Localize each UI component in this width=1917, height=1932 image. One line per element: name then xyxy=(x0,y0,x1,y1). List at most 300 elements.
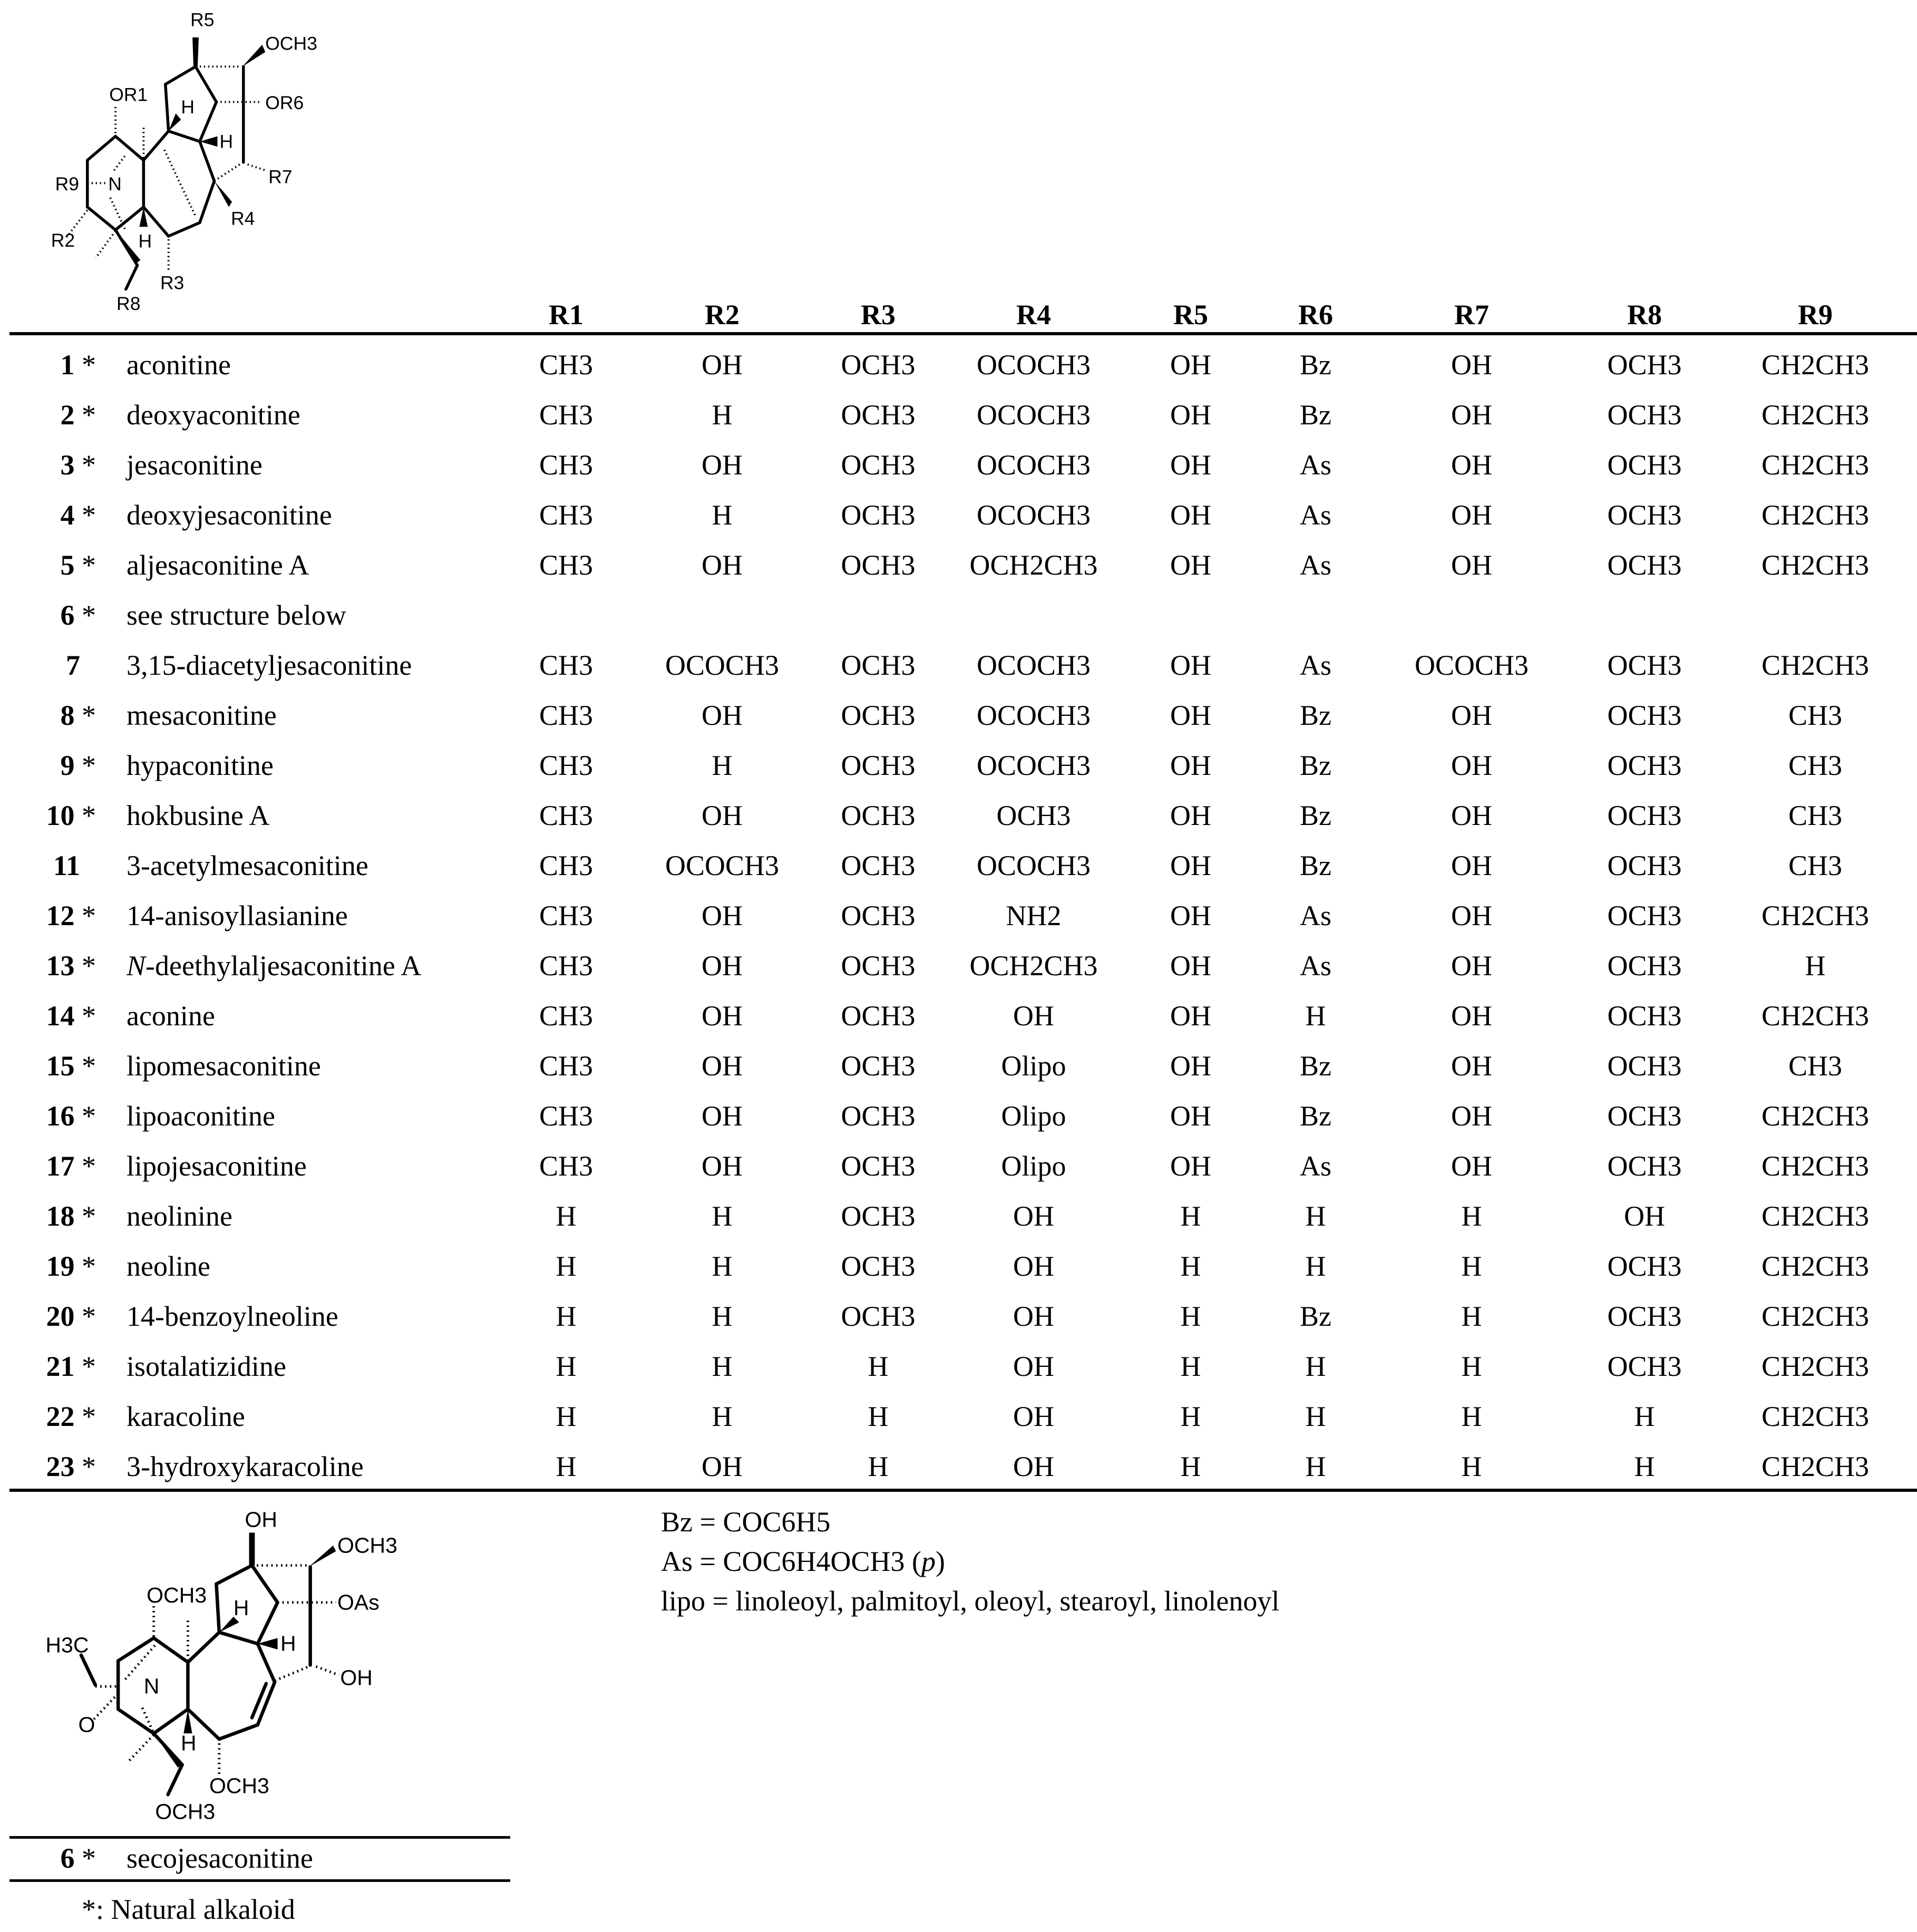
cell-r3: OCH3 xyxy=(841,1000,916,1032)
cell-r7: H xyxy=(1461,1351,1482,1382)
compound-name xyxy=(126,1102,275,1130)
cell-r1: CH3 xyxy=(539,349,593,381)
cell-r1: CH3 xyxy=(539,449,593,481)
label-r8: R8 xyxy=(116,293,141,315)
compound-number xyxy=(46,952,96,980)
cell-r2: OH xyxy=(702,950,743,982)
cell-r2: OH xyxy=(702,349,743,381)
compound-number-value: 15 xyxy=(46,1050,75,1082)
cell-r8: OCH3 xyxy=(1607,1300,1682,1332)
compound-name-text: hokbusine A xyxy=(126,800,270,831)
compound-name xyxy=(126,501,332,529)
cell-r5: OH xyxy=(1170,950,1211,982)
cell-r1: H xyxy=(556,1200,577,1232)
cell-r2: H xyxy=(712,1401,733,1432)
natural-marker: * xyxy=(82,1250,96,1282)
cell-r2: OH xyxy=(702,800,743,831)
cell-r3: OCH3 xyxy=(841,900,916,931)
cell-r3: OCH3 xyxy=(841,950,916,982)
compound-name xyxy=(126,1252,210,1280)
cell-r4: OCOCH3 xyxy=(976,499,1091,531)
cell-r9: CH2CH3 xyxy=(1761,399,1870,431)
compound-name-text: aconitine xyxy=(126,349,231,381)
cell-r5: OH xyxy=(1170,1000,1211,1032)
compound-name xyxy=(126,1302,338,1331)
cell-r6: As xyxy=(1299,950,1332,982)
cell-r7: H xyxy=(1461,1300,1482,1332)
cell-r2: OH xyxy=(702,549,743,581)
natural-marker: * xyxy=(82,499,96,531)
footnote-text: Natural alkaloid xyxy=(111,1894,295,1925)
natural-marker: * xyxy=(82,1300,96,1332)
cell-r2: H xyxy=(712,1300,733,1332)
cell-r2: OH xyxy=(702,449,743,481)
secojesaconitine-structure xyxy=(0,1497,527,1834)
cell-r4: OCOCH3 xyxy=(976,850,1091,881)
cell-r7: OH xyxy=(1451,399,1492,431)
label-r7: R7 xyxy=(268,166,293,188)
cell-r4: NH2 xyxy=(1006,900,1062,931)
natural-marker: * xyxy=(82,549,96,581)
cell-r1: CH3 xyxy=(539,1050,593,1082)
compound-name xyxy=(126,851,368,880)
cell-r7: OH xyxy=(1451,1000,1492,1032)
cell-r1: H xyxy=(556,1401,577,1432)
cell-r6: H xyxy=(1305,1351,1326,1382)
abbr-lipo xyxy=(661,1587,1279,1615)
label-och3: OCH3 xyxy=(265,33,317,54)
label-n: N xyxy=(108,173,122,195)
cell-r9: CH2CH3 xyxy=(1761,1351,1870,1382)
cell-r6: H xyxy=(1305,1250,1326,1282)
cell-r6: Bz xyxy=(1300,700,1331,731)
cell-r6: As xyxy=(1299,499,1332,531)
cell-r9: CH2CH3 xyxy=(1761,1250,1870,1282)
natural-marker: * xyxy=(82,1401,96,1432)
cell-r3: OCH3 xyxy=(841,700,916,731)
cell-r9: CH2CH3 xyxy=(1761,1000,1870,1032)
cell-r8: OCH3 xyxy=(1607,1351,1682,1382)
compound-number xyxy=(46,1302,96,1331)
natural-marker: * xyxy=(82,950,96,982)
cell-r8: OCH3 xyxy=(1607,950,1682,982)
compound-name-text: 14-benzoylneoline xyxy=(126,1300,338,1332)
compound-number-value: 8 xyxy=(60,700,75,731)
cell-r4: OH xyxy=(1013,1200,1054,1232)
cell-r5: OH xyxy=(1170,549,1211,581)
cell-r9: CH3 xyxy=(1788,1050,1843,1082)
cell-r7: OH xyxy=(1451,1150,1492,1182)
label-oh-top: OH xyxy=(245,1507,278,1532)
compound-number-value: 13 xyxy=(46,950,75,982)
cell-r4: OCOCH3 xyxy=(976,449,1091,481)
compound-number-value: 3 xyxy=(60,449,75,481)
cell-r9: CH2CH3 xyxy=(1761,449,1870,481)
cell-r3: H xyxy=(868,1401,889,1432)
column-header-r6: R6 xyxy=(1298,299,1333,331)
cell-r8: OCH3 xyxy=(1607,499,1682,531)
cell-r9: CH2CH3 xyxy=(1761,1300,1870,1332)
abbr-lipo-eq: = xyxy=(712,1585,728,1617)
natural-marker: * xyxy=(82,800,96,831)
abbr-as xyxy=(661,1547,945,1576)
compound-number-value: 19 xyxy=(46,1250,75,1282)
cell-r8: OCH3 xyxy=(1607,1100,1682,1132)
compound-name-text: aconine xyxy=(126,1000,215,1032)
cell-r1: H xyxy=(556,1250,577,1282)
natural-marker: * xyxy=(82,449,96,481)
compound-name xyxy=(126,751,274,780)
cell-r9: CH2CH3 xyxy=(1761,499,1870,531)
label-r5: R5 xyxy=(190,9,215,31)
cell-r5: H xyxy=(1180,1451,1201,1482)
cell-r9: CH2CH3 xyxy=(1761,349,1870,381)
cell-r3: OCH3 xyxy=(841,1150,916,1182)
compound-number xyxy=(46,1102,96,1130)
compound-name-text: mesaconitine xyxy=(126,700,277,731)
compound-name-text: 3-hydroxykaracoline xyxy=(126,1451,364,1482)
compound-name xyxy=(126,1352,286,1381)
compound-name xyxy=(126,1152,307,1180)
cell-r7: OH xyxy=(1451,900,1492,931)
cell-r5: OH xyxy=(1170,349,1211,381)
cell-r1: CH3 xyxy=(539,900,593,931)
compound-number xyxy=(61,451,96,479)
cell-r1: CH3 xyxy=(539,950,593,982)
label-r9: R9 xyxy=(55,173,80,195)
natural-marker: * xyxy=(82,1150,96,1182)
natural-marker: * xyxy=(82,399,96,431)
cell-r3: OCH3 xyxy=(841,399,916,431)
compound-name-text: lipomesaconitine xyxy=(126,1050,321,1082)
cell-r2: OCOCH3 xyxy=(665,850,780,881)
cell-r2: H xyxy=(712,399,733,431)
cell-r8: OCH3 xyxy=(1607,750,1682,781)
cell-r9: CH2CH3 xyxy=(1761,1451,1870,1482)
cell-r6: Bz xyxy=(1300,1050,1331,1082)
cell-r3: OCH3 xyxy=(841,549,916,581)
cell-r9: CH2CH3 xyxy=(1761,1150,1870,1182)
cell-r4: OCH2CH3 xyxy=(969,549,1098,581)
cell-r7: OH xyxy=(1451,950,1492,982)
compound-number-value: 18 xyxy=(46,1200,75,1232)
compound-name-text: isotalatizidine xyxy=(126,1351,286,1382)
cell-r1: H xyxy=(556,1300,577,1332)
compound-name-text: lipoaconitine xyxy=(126,1100,275,1132)
compound-number xyxy=(46,1002,96,1030)
label-r3: R3 xyxy=(160,272,184,294)
cell-r3: OCH3 xyxy=(841,349,916,381)
compound-number xyxy=(61,751,96,780)
cell-r5: OH xyxy=(1170,750,1211,781)
label-n: N xyxy=(143,1674,160,1698)
cell-r5: OH xyxy=(1170,850,1211,881)
compound-name xyxy=(126,952,421,980)
cell-r2: OH xyxy=(702,1150,743,1182)
label-r2: R2 xyxy=(51,229,75,251)
cell-r3: OCH3 xyxy=(841,1250,916,1282)
natural-marker: * xyxy=(82,1000,96,1032)
compound-number-value: 16 xyxy=(46,1100,75,1132)
compound-name-text: deoxyjesaconitine xyxy=(126,499,332,531)
abbr-as-paren-close: ) xyxy=(936,1546,945,1577)
compound-name xyxy=(126,1202,232,1230)
cell-r4: OH xyxy=(1013,1250,1054,1282)
natural-marker: * xyxy=(82,1050,96,1082)
cell-r8: OCH3 xyxy=(1607,649,1682,681)
column-header-r1: R1 xyxy=(549,299,583,331)
footnote xyxy=(82,1895,295,1924)
compound-name-text: aljesaconitine A xyxy=(126,549,309,581)
compound-number xyxy=(46,1352,96,1381)
cell-r2: OH xyxy=(702,1451,743,1482)
natural-marker: * xyxy=(82,700,96,731)
compound-name-text: 3-acetylmesaconitine xyxy=(126,850,368,881)
cell-r6: Bz xyxy=(1300,750,1331,781)
compound-number xyxy=(61,501,96,529)
compound6-num: 6 xyxy=(60,1842,75,1874)
table-top-rule xyxy=(9,332,1917,335)
cell-r1: CH3 xyxy=(539,850,593,881)
cell-r6: Bz xyxy=(1300,850,1331,881)
compound-name-text: see structure below xyxy=(126,599,346,631)
compound-number-value: 1 xyxy=(60,349,75,381)
label-h1: H xyxy=(181,96,195,118)
cell-r4: Olipo xyxy=(1001,1050,1066,1082)
cell-r3: OCH3 xyxy=(841,1200,916,1232)
cell-r2: OH xyxy=(702,1000,743,1032)
compound-name-text: 3,15-diacetyljesaconitine xyxy=(126,649,412,681)
label-h1: H xyxy=(233,1596,249,1620)
cell-r5: H xyxy=(1180,1351,1201,1382)
cell-r5: OH xyxy=(1170,800,1211,831)
cell-r8: OCH3 xyxy=(1607,700,1682,731)
cell-r9: H xyxy=(1805,950,1826,982)
cell-r1: CH3 xyxy=(539,649,593,681)
label-och3-left: OCH3 xyxy=(147,1583,207,1607)
compound6-number xyxy=(61,1844,96,1872)
cell-r4: OCOCH3 xyxy=(976,750,1091,781)
cell-r8: OCH3 xyxy=(1607,399,1682,431)
compound-number-value: 20 xyxy=(46,1300,75,1332)
compound-number xyxy=(61,351,96,379)
compound-name xyxy=(126,601,346,629)
cell-r3: H xyxy=(868,1451,889,1482)
cell-r6: As xyxy=(1299,549,1332,581)
cell-r6: H xyxy=(1305,1200,1326,1232)
compound-number-value: 22 xyxy=(46,1401,75,1432)
compound-number-value: 4 xyxy=(60,499,75,531)
cell-r8: OCH3 xyxy=(1607,850,1682,881)
cell-r1: CH3 xyxy=(539,499,593,531)
compound-number-value: 9 xyxy=(60,750,75,781)
cell-r7: H xyxy=(1461,1250,1482,1282)
cell-r2: OCOCH3 xyxy=(665,649,780,681)
cell-r3: OCH3 xyxy=(841,1100,916,1132)
column-header-r3: R3 xyxy=(861,299,896,331)
natural-marker: * xyxy=(82,1351,96,1382)
compound-name xyxy=(126,1402,245,1431)
cell-r5: H xyxy=(1180,1401,1201,1432)
compound-number xyxy=(61,401,96,429)
compound6-bottom-rule xyxy=(9,1879,510,1882)
compound-name-text: hypaconitine xyxy=(126,750,274,781)
cell-r5: H xyxy=(1180,1200,1201,1232)
compound-name xyxy=(126,901,348,930)
cell-r2: OH xyxy=(702,700,743,731)
natural-marker: * xyxy=(82,599,96,631)
cell-r5: OH xyxy=(1170,499,1211,531)
compound-number-value: 14 xyxy=(46,1000,75,1032)
label-h2: H xyxy=(280,1631,296,1656)
cell-r7: OH xyxy=(1451,499,1492,531)
column-header-r8: R8 xyxy=(1627,299,1662,331)
label-r4: R4 xyxy=(231,208,255,229)
cell-r7: OH xyxy=(1451,850,1492,881)
cell-r8: OCH3 xyxy=(1607,1150,1682,1182)
abbr-bz-eq: = xyxy=(699,1506,716,1538)
cell-r7: OH xyxy=(1451,1100,1492,1132)
cell-r3: OCH3 xyxy=(841,1300,916,1332)
cell-r3: OCH3 xyxy=(841,449,916,481)
compound-number xyxy=(46,1452,96,1481)
natural-marker: * xyxy=(82,750,96,781)
cell-r2: OH xyxy=(702,1050,743,1082)
compound-number-value: 7 xyxy=(66,649,80,681)
cell-r5: OH xyxy=(1170,1050,1211,1082)
compound-name xyxy=(126,1052,321,1080)
cell-r7: OCOCH3 xyxy=(1414,649,1529,681)
compound-number-value: 5 xyxy=(60,549,75,581)
natural-marker: * xyxy=(82,900,96,931)
column-header-r9: R9 xyxy=(1798,299,1833,331)
column-header-r2: R2 xyxy=(705,299,739,331)
compound-name xyxy=(126,401,300,429)
cell-r8: OH xyxy=(1624,1200,1665,1232)
label-h3c: H3C xyxy=(45,1633,89,1657)
cell-r8: OCH3 xyxy=(1607,1250,1682,1282)
cell-r2: OH xyxy=(702,1100,743,1132)
column-header-r7: R7 xyxy=(1454,299,1489,331)
compound-number-value: 17 xyxy=(46,1150,75,1182)
cell-r4: OH xyxy=(1013,1451,1054,1482)
compound-name-text: deoxyaconitine xyxy=(126,399,300,431)
compound-number-value: 6 xyxy=(60,599,75,631)
cell-r9: CH2CH3 xyxy=(1761,1100,1870,1132)
cell-r1: CH3 xyxy=(539,750,593,781)
cell-r1: CH3 xyxy=(539,399,593,431)
abbr-lipo-value: linoleoyl, palmitoyl, oleoyl, stearoyl, linolenoyl xyxy=(735,1585,1280,1617)
abbr-bz xyxy=(661,1508,831,1536)
cell-r8: OCH3 xyxy=(1607,549,1682,581)
compound-number-value: 11 xyxy=(53,850,80,881)
cell-r1: CH3 xyxy=(539,1000,593,1032)
cell-r9: CH3 xyxy=(1788,750,1843,781)
label-or6: OR6 xyxy=(265,92,304,114)
cell-r9: CH2CH3 xyxy=(1761,1401,1870,1432)
cell-r4: OCH2CH3 xyxy=(969,950,1098,982)
compound-number-value: 12 xyxy=(46,900,75,931)
compound-name xyxy=(126,701,277,730)
cell-r9: CH2CH3 xyxy=(1761,549,1870,581)
cell-r4: OH xyxy=(1013,1401,1054,1432)
cell-r3: OCH3 xyxy=(841,800,916,831)
label-or1: OR1 xyxy=(109,84,148,105)
cell-r3: OCH3 xyxy=(841,649,916,681)
cell-r6: Bz xyxy=(1300,800,1331,831)
cell-r5: OH xyxy=(1170,399,1211,431)
cell-r7: OH xyxy=(1451,800,1492,831)
core-structure-diagram xyxy=(0,0,474,316)
abbr-bz-key: Bz xyxy=(661,1506,693,1538)
natural-marker: * xyxy=(82,1100,96,1132)
cell-r2: H xyxy=(712,1250,733,1282)
cell-r1: CH3 xyxy=(539,549,593,581)
compound-number xyxy=(46,801,96,830)
cell-r1: CH3 xyxy=(539,1100,593,1132)
cell-r6: As xyxy=(1299,649,1332,681)
cell-r6: H xyxy=(1305,1000,1326,1032)
cell-r8: OCH3 xyxy=(1607,1000,1682,1032)
column-header-r5: R5 xyxy=(1173,299,1208,331)
compound-name xyxy=(126,651,412,679)
compound-number xyxy=(46,1202,96,1230)
compound-name xyxy=(126,1002,215,1030)
cell-r7: OH xyxy=(1451,549,1492,581)
compound-name-text: -deethylaljesaconitine A xyxy=(145,950,422,982)
cell-r9: CH2CH3 xyxy=(1761,1200,1870,1232)
cell-r7: OH xyxy=(1451,1050,1492,1082)
cell-r5: OH xyxy=(1170,900,1211,931)
abbr-as-key: As xyxy=(661,1546,693,1577)
cell-r5: OH xyxy=(1170,1150,1211,1182)
cell-r6: Bz xyxy=(1300,1300,1331,1332)
cell-r6: As xyxy=(1299,1150,1332,1182)
compound6-top-rule xyxy=(9,1836,510,1839)
cell-r3: OCH3 xyxy=(841,750,916,781)
cell-r1: H xyxy=(556,1351,577,1382)
cell-r4: OH xyxy=(1013,1000,1054,1032)
compound-number xyxy=(66,651,80,679)
cell-r3: OCH3 xyxy=(841,850,916,881)
abbr-as-eq: = xyxy=(699,1546,716,1577)
compound6-star: * xyxy=(82,1842,96,1874)
cell-r5: OH xyxy=(1170,1100,1211,1132)
cell-r4: OCH3 xyxy=(996,800,1071,831)
cell-r9: CH2CH3 xyxy=(1761,900,1870,931)
compound-name-text: lipojesaconitine xyxy=(126,1150,307,1182)
cell-r8: H xyxy=(1634,1401,1655,1432)
cell-r4: OCOCH3 xyxy=(976,349,1091,381)
cell-r1: CH3 xyxy=(539,1150,593,1182)
cell-r2: H xyxy=(712,1200,733,1232)
cell-r5: OH xyxy=(1170,649,1211,681)
cell-r2: H xyxy=(712,750,733,781)
compound-name-text: karacoline xyxy=(126,1401,245,1432)
compound-name xyxy=(126,551,309,579)
cell-r4: OCOCH3 xyxy=(976,399,1091,431)
compound-name-text: neolinine xyxy=(126,1200,232,1232)
compound-number xyxy=(61,551,96,579)
cell-r6: H xyxy=(1305,1401,1326,1432)
cell-r8: OCH3 xyxy=(1607,800,1682,831)
label-oh-right: OH xyxy=(340,1665,373,1690)
cell-r4: Olipo xyxy=(1001,1100,1066,1132)
compound-name-text: jesaconitine xyxy=(126,449,262,481)
cell-r8: OCH3 xyxy=(1607,1050,1682,1082)
abbr-bz-value: COC6H5 xyxy=(723,1506,831,1538)
cell-r4: OCOCH3 xyxy=(976,700,1091,731)
